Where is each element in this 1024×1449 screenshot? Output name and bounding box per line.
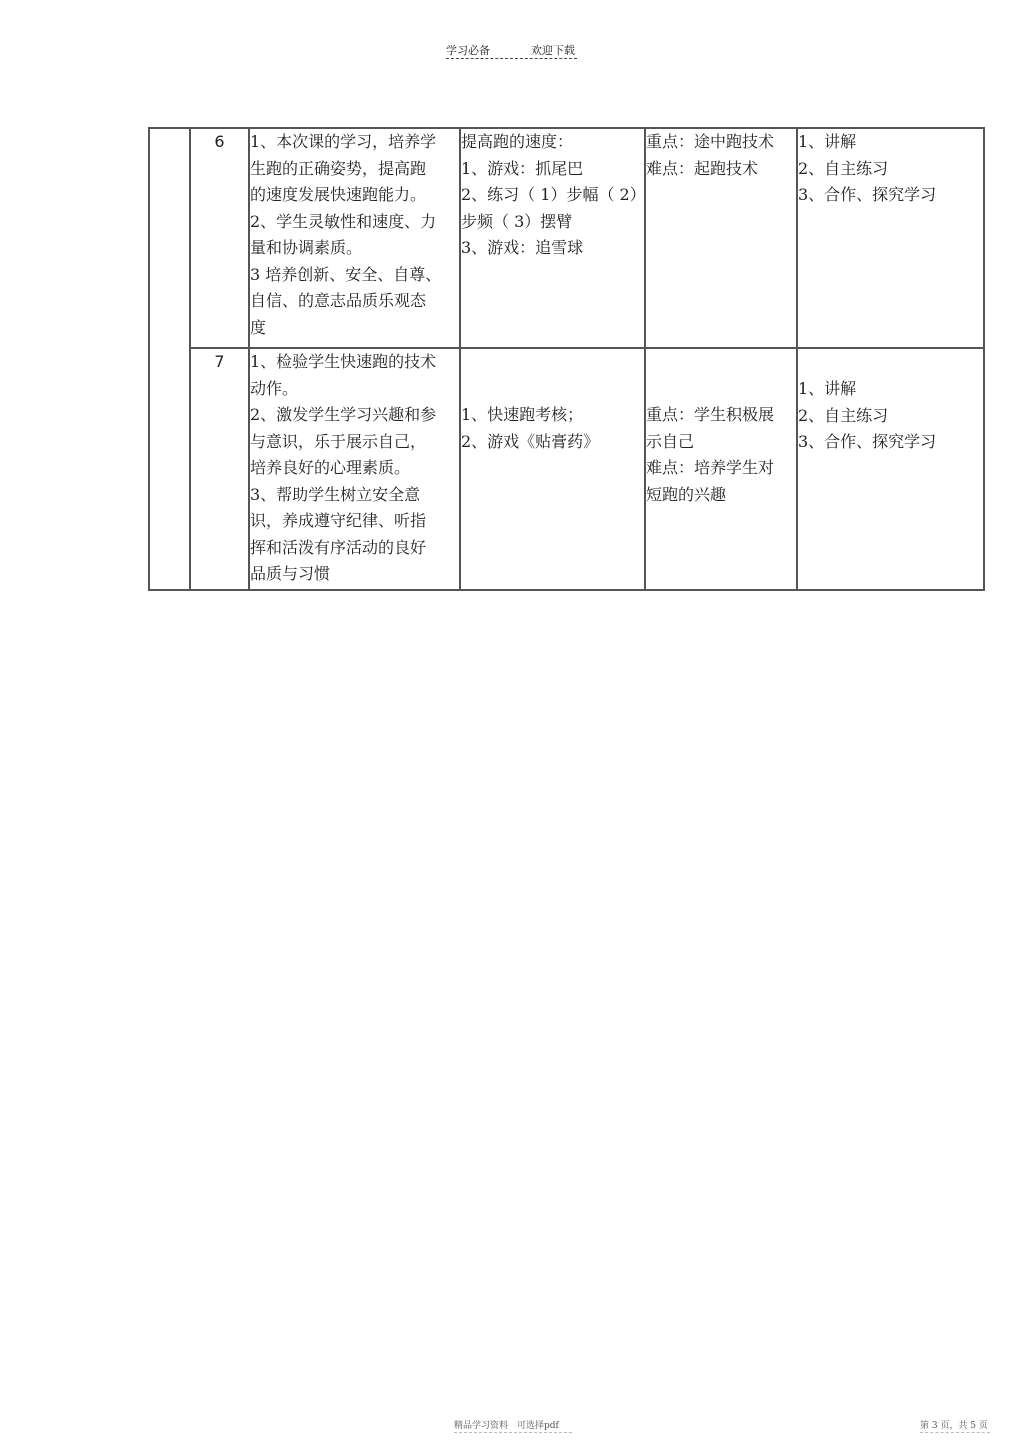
lesson-plan-table xyxy=(148,127,985,591)
page-footer xyxy=(0,1418,1024,1438)
header-divider xyxy=(446,58,577,59)
goal-line: 的速度发展快速跑能力。 xyxy=(250,185,427,204)
content-line: 2、练习（ 1）步幅（ 2） xyxy=(461,185,646,204)
goal-line: 自信、的意志品质乐观态 xyxy=(250,291,427,310)
teaching-method-cell xyxy=(797,348,984,590)
page-number: 第 3 页，共 5 页 xyxy=(920,1421,988,1431)
method-line: 2、自主练习 xyxy=(798,405,889,425)
focus-line: 短跑的兴趣 xyxy=(646,484,727,504)
footer-divider xyxy=(920,1432,990,1433)
content-line: 2、游戏《贴膏药》 xyxy=(461,431,600,451)
method-line: 3、合作、探究学习 xyxy=(798,185,937,204)
lesson-goals-cell xyxy=(249,128,460,348)
goal-line: 量和协调素质。 xyxy=(250,238,363,257)
focus-line: 重点：学生积极展 xyxy=(646,405,775,424)
goal-line: 2、学生灵敏性和速度、力 xyxy=(250,211,437,231)
content-line: 提高跑的速度： xyxy=(461,132,574,151)
footer-divider xyxy=(454,1432,572,1433)
goal-line: 度 xyxy=(250,317,267,337)
merged-blank-cell xyxy=(149,128,190,590)
goal-line: 1、本次课的学习，培养学 xyxy=(250,132,437,151)
focus-line: 难点：起跑技术 xyxy=(646,158,759,178)
lesson-number: 6 xyxy=(190,128,249,348)
focus-line: 重点：途中跑技术 xyxy=(646,132,775,151)
goal-line: 与意识，乐于展示自己， xyxy=(250,431,427,451)
goal-line: 培养良好的心理素质。 xyxy=(250,458,411,477)
lesson-number: 7 xyxy=(190,348,249,590)
header-left-text: 学习必备 xyxy=(446,44,490,57)
focus-line: 示自己 xyxy=(646,431,695,451)
goal-line: 3 培养创新、安全、自尊、 xyxy=(250,264,442,284)
goal-line: 动作。 xyxy=(250,378,299,398)
page-header xyxy=(0,40,1024,64)
footer-source-text: 精品学习资料 可选择pdf xyxy=(454,1421,559,1431)
method-line: 2、自主练习 xyxy=(798,158,889,178)
key-difficulty-cell xyxy=(645,348,797,590)
focus-line: 难点：培养学生对 xyxy=(646,458,775,477)
content-line: 1、游戏：抓尾巴 xyxy=(461,158,584,178)
method-line: 1、讲解 xyxy=(798,379,857,398)
lesson-content-cell xyxy=(460,128,645,348)
teaching-method-cell xyxy=(797,128,984,348)
header-right-text: 欢迎下载 xyxy=(531,44,575,57)
content-line: 1、快速跑考核； xyxy=(461,405,584,424)
table-row xyxy=(149,348,984,590)
goal-line: 生跑的正确姿势，提高跑 xyxy=(250,158,427,178)
goal-line: 1、检验学生快速跑的技术 xyxy=(250,352,437,371)
goal-line: 品质与习惯 xyxy=(250,564,331,583)
lesson-goals-cell xyxy=(249,348,460,590)
content-line: 3、游戏：追雪球 xyxy=(461,238,584,257)
goal-line: 3、帮助学生树立安全意 xyxy=(250,484,421,504)
table-row xyxy=(149,128,984,348)
key-difficulty-cell xyxy=(645,128,797,348)
goal-line: 挥和活泼有序活动的良好 xyxy=(250,537,427,557)
content-line: 步频（ 3）摆臂 xyxy=(461,211,573,231)
method-line: 1、讲解 xyxy=(798,132,857,151)
goal-line: 识，养成遵守纪律、听指 xyxy=(250,511,427,530)
lesson-content-cell xyxy=(460,348,645,590)
goal-line: 2、激发学生学习兴趣和参 xyxy=(250,405,437,424)
method-line: 3、合作、探究学习 xyxy=(798,432,937,451)
